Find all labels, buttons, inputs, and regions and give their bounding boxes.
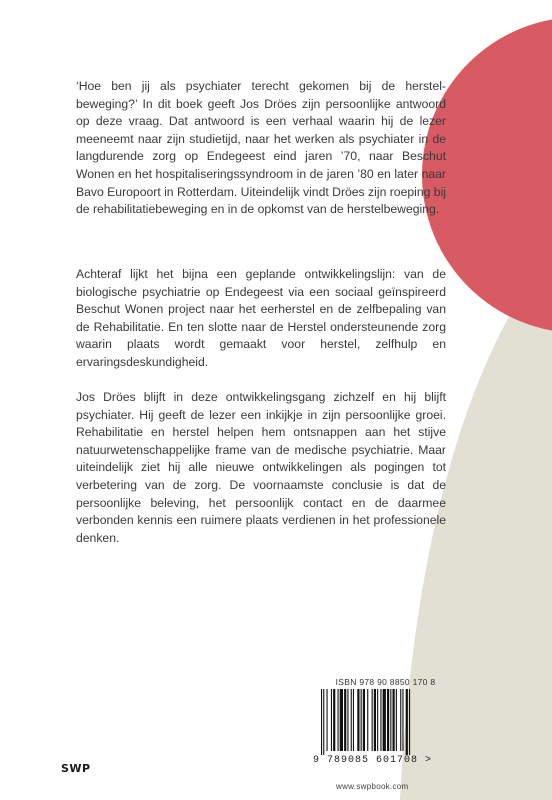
barcode-bar	[357, 689, 359, 751]
barcode-bar	[333, 689, 335, 751]
paragraph-3: Jos Dröes blijft in deze ontwikkelingsgang zichzelf en hij blijft psychiater. Hij geeft de lezer een inkijkje in zijn persoonlijke groei. Rehabilitatie en herstel helpen hem ontsnappen aan het stijve natuurwetenschappelijke frame van de medische psychiatrie. Maar uiteindelijk ziet hij alle nieuwe ontwikkelingen als pogingen tot verbetering van de zorg. De voornaamste conclusie is dat de persoonlijke beleving, het persoonlijk contact en de daarmee verbonden kennis een ruimere plaats verdienen in het professionele denken.	[76, 390, 446, 545]
barcode-bar	[377, 689, 378, 751]
barcode-bar	[406, 689, 408, 755]
barcode-bar	[347, 689, 348, 751]
barcode-digits: 9 789085 601708 >	[313, 755, 433, 766]
barcode-bar	[353, 689, 354, 751]
barcode-bar	[327, 689, 328, 751]
isbn-label: ISBN 978 90 8850 170 8	[335, 677, 436, 687]
barcode-bar	[372, 689, 373, 751]
barcode-bar	[380, 689, 381, 751]
barcode-bar	[367, 689, 368, 751]
barcode-bar	[321, 689, 322, 755]
barcode	[313, 677, 458, 772]
barcode-bar	[331, 689, 332, 751]
barcode-bar	[363, 689, 365, 751]
barcode-bar	[361, 689, 362, 751]
publisher-logo: SWP	[61, 762, 91, 775]
barcode-bars	[313, 689, 458, 757]
barcode-bar	[400, 689, 401, 751]
barcode-bar	[338, 689, 339, 751]
barcode-bar	[409, 689, 410, 755]
barcode-bar	[383, 689, 386, 751]
barcode-bar	[396, 689, 397, 751]
barcode-bar	[374, 689, 376, 751]
barcode-bar	[402, 689, 403, 751]
barcode-bar	[390, 689, 391, 751]
barcode-bar	[393, 689, 395, 751]
paragraph-2: Achteraf lijkt het bijna een geplande ontwikkelingslijn: van de biologische psychiatrie op Endegeest via een sociaal geïnspireerd Beschut Wonen project naar het eerherstel en de zelfbepaling van de Rehabilitatie. En ten slotte naar de Herstel ondersteunende zorg waarin plaats wordt gemaakt voor herstel, zelfhulp en ervaringsdeskundigheid.	[76, 267, 446, 369]
barcode-bar	[323, 689, 324, 755]
barcode-bar	[340, 689, 343, 751]
barcode-bar	[351, 689, 352, 751]
publisher-website: www.swpbook.com	[336, 782, 409, 791]
barcode-bar	[344, 689, 346, 751]
paragraph-1: ‘Hoe ben jij als psychiater terecht gekomen bij de herstel-beweging?’ In dit boek geeft Jos Dröes zijn persoonlijke antwoord op deze vraag. Dat antwoord is een verhaal waarin hij de lezer meeneemt naar zijn studietijd, naar het werken als psychiater in de langdurende zorg op Endegeest eind jaren ’70, naar Beschut Wonen en het hospitaliseringssyndroom in de jaren ’80 en later naar Bavo Europoort in Rotterdam. Uiteindelijk vindt Dröes zijn roeping bij de rehabilitatiebeweging en in de opkomst van de herstelbeweging.	[76, 79, 446, 217]
barcode-bar	[387, 689, 389, 751]
